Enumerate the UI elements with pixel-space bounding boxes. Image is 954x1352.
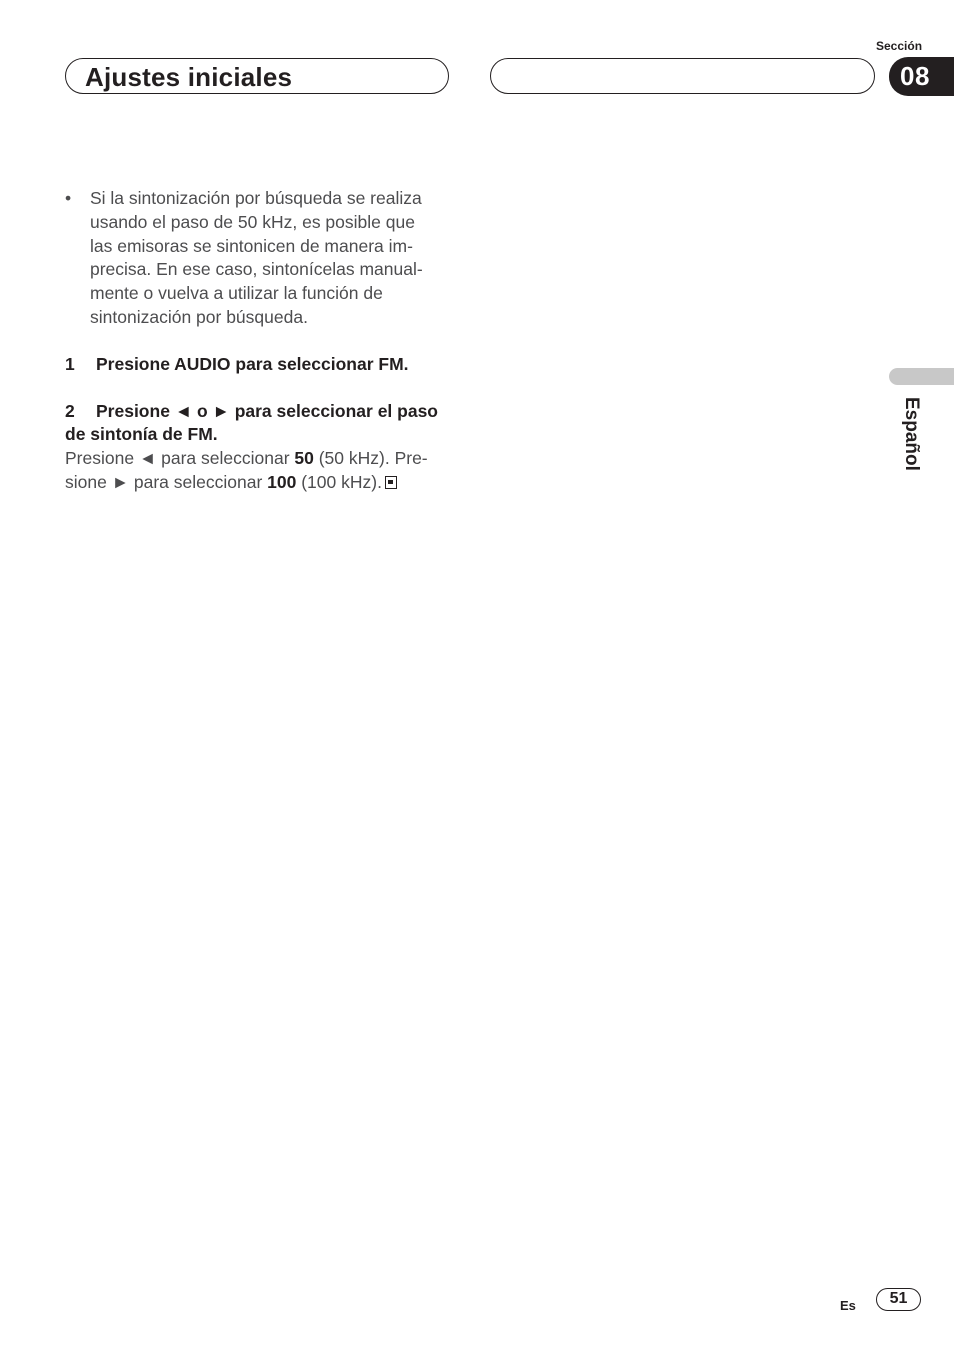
bullet-marker: •: [65, 188, 72, 208]
bullet-line: las emisoras se sintonicen de manera im-: [90, 235, 413, 256]
footer-language-code: Es: [840, 1298, 856, 1313]
header-empty-box: [490, 58, 875, 94]
bullet-line: Si la sintonización por búsqueda se realiza: [90, 188, 422, 208]
language-label: Español: [901, 397, 922, 471]
bullet-note: [65, 187, 450, 330]
body-value-50: 50: [294, 448, 314, 469]
page-number: 51: [876, 1288, 921, 1311]
language-tab-marker: [889, 368, 954, 385]
step-1-number: 1: [65, 353, 75, 374]
chapter-title-box: [65, 58, 449, 94]
step-1: [65, 353, 450, 377]
step-2-number: 2: [65, 400, 75, 421]
end-of-section-icon: [385, 476, 397, 489]
body-text-segment: Presione ◄ para seleccionar: [65, 448, 295, 469]
section-label: Sección: [876, 39, 923, 53]
main-content: [65, 187, 450, 495]
bullet-line: usando el paso de 50 kHz, es posible que: [90, 211, 415, 232]
bullet-line: mente o vuelva a utilizar la función de: [90, 283, 383, 304]
bullet-line: precisa. En ese caso, sintonícelas manual-: [90, 259, 423, 280]
step-2-heading-line-2: de sintonía de FM.: [65, 424, 218, 445]
body-text-segment: (100 kHz).: [296, 471, 382, 492]
step-1-text: Presione AUDIO para seleccionar FM.: [96, 353, 409, 374]
step-2-body: [65, 447, 450, 495]
body-text-segment: sione ► para seleccionar: [65, 471, 268, 492]
body-text-segment: (50 kHz). Pre-: [313, 448, 428, 469]
step-2-heading-line-1: Presione ◄ o ► para seleccionar el paso: [96, 400, 439, 421]
chapter-title: Ajustes iniciales: [85, 62, 293, 92]
step-2: [65, 400, 450, 448]
section-number: 08: [900, 61, 930, 91]
body-value-100: 100: [267, 471, 297, 492]
section-tab: [889, 57, 954, 96]
bullet-line: sintonización por búsqueda.: [90, 306, 308, 327]
